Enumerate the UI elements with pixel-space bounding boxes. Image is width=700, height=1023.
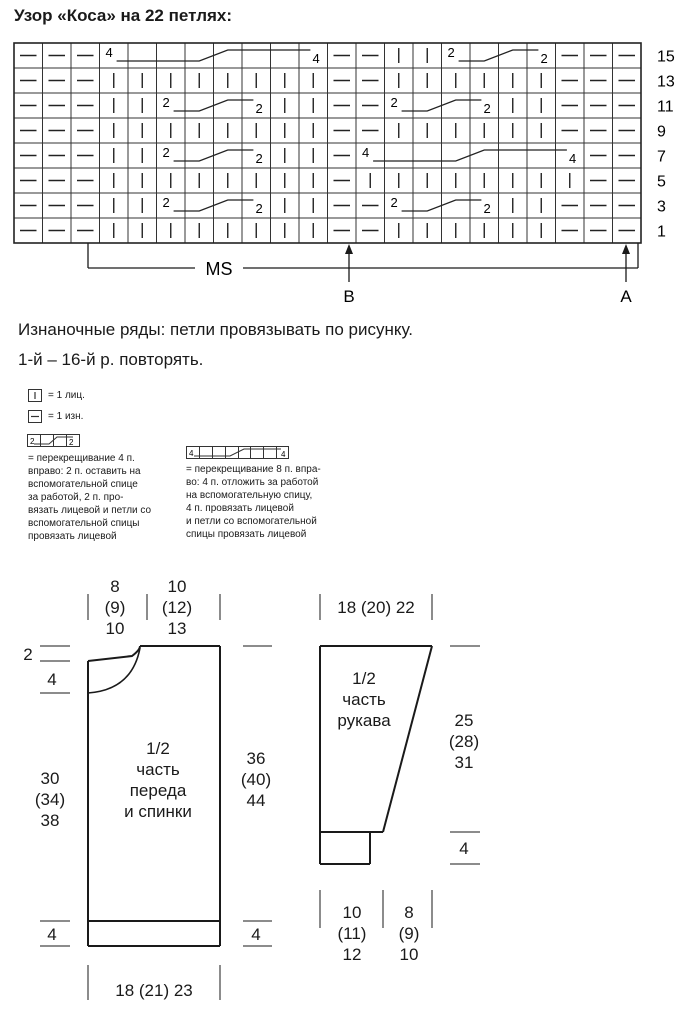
- cross-4-symbol-icon: [27, 434, 81, 448]
- knit-symbol-icon: [28, 389, 44, 403]
- legend-cross-8: = перекрещивание 8 п. впра- во: 4 п. отложить за работой на вспомогательную спицу, 4 п. провязать лицевой и петли со вспомогательной спицы провязать лицевой: [186, 464, 321, 540]
- chart-cell-cross: [527, 143, 556, 168]
- chart-row-label: 5: [657, 173, 666, 191]
- chart-cell-cross: [157, 43, 186, 68]
- body-left-height: 30 (34) 38: [34, 769, 66, 830]
- body-hem-left: 4: [47, 925, 57, 944]
- sleeve-top-width: 18 (20) 22: [337, 598, 415, 617]
- chart-cell-cross: [214, 143, 243, 168]
- body-neck-width: 8 (9) 10: [104, 577, 126, 638]
- cross-count-label: 2: [390, 95, 398, 110]
- chart-cell-cross: [442, 193, 471, 218]
- chart-cell-cross: [470, 43, 499, 68]
- chart-row-label: 7: [657, 148, 666, 166]
- chart-row-label: 15: [657, 48, 675, 66]
- chart-cell-cross: [214, 93, 243, 118]
- body-neck-depth: 4: [47, 670, 57, 689]
- body-bottom-width: 18 (21) 23: [115, 981, 193, 1000]
- legend-purl: = 1 изн.: [48, 411, 84, 422]
- chart-cell-cross: [214, 193, 243, 218]
- chart-cell-cross: [157, 193, 186, 218]
- chart-grid: [14, 43, 641, 243]
- chart-cell-cross: [356, 143, 385, 168]
- chart-cell-cross: [413, 93, 442, 118]
- sleeve-bottom-left: 10 (11) 12: [337, 903, 367, 964]
- chart-cell-cross: [499, 43, 528, 68]
- arrow-a: [622, 244, 630, 282]
- sleeve-bottom-right: 8 (9) 10: [398, 903, 420, 964]
- body-piece-label: 1/2 часть переда и спинки: [124, 739, 192, 821]
- ms-bracket: [88, 243, 638, 268]
- cross-count-label: 4: [362, 145, 370, 160]
- chart-cell-cross: [157, 93, 186, 118]
- instructions-line-2: 1-й – 16-й р. повторять.: [18, 350, 204, 369]
- cross-count-label: 2: [390, 195, 398, 210]
- cross-count-label: 2: [162, 145, 170, 160]
- body-shoulder-width: 10 (12) 13: [161, 577, 193, 638]
- chart-cell-cross: [185, 193, 214, 218]
- chart-cell-cross: [157, 143, 186, 168]
- svg-text:4: 4: [281, 450, 286, 459]
- cross-count-label: 2: [447, 45, 455, 60]
- cross-count-label: 2: [483, 201, 491, 216]
- body-right-height: 36 (40) 44: [240, 749, 272, 810]
- chart-cell-cross: [442, 43, 471, 68]
- chart-cell-cross: [470, 143, 499, 168]
- chart-cell-cross: [413, 143, 442, 168]
- svg-text:4: 4: [189, 449, 194, 458]
- marker-b: B: [343, 287, 355, 306]
- arrow-b: [345, 244, 353, 282]
- ms-label: MS: [205, 259, 233, 279]
- knitting-chart: [0, 0, 700, 320]
- chart-cell-cross: [214, 43, 243, 68]
- legend-knit: = 1 лиц.: [48, 390, 85, 401]
- cross-count-label: 2: [255, 151, 263, 166]
- chart-cell-cross: [499, 143, 528, 168]
- chart-row-label: 9: [657, 123, 666, 141]
- chart-cell-cross: [385, 143, 414, 168]
- chart-cell-cross: [442, 143, 471, 168]
- cross-count-label: 2: [255, 101, 263, 116]
- chart-cell-cross: [185, 143, 214, 168]
- cross-count-label: 2: [162, 95, 170, 110]
- body-hem-right: 4: [251, 925, 261, 944]
- cross-count-label: 4: [312, 51, 320, 66]
- sleeve-cuff: 4: [459, 839, 469, 858]
- chart-cell-cross: [385, 193, 414, 218]
- cross-count-label: 2: [483, 101, 491, 116]
- chart-row-label: 3: [657, 198, 666, 216]
- chart-cell-cross: [442, 93, 471, 118]
- cross-count-label: 2: [540, 51, 548, 66]
- purl-symbol-icon: [28, 410, 44, 424]
- body-neck-depth-top: 2: [23, 645, 33, 664]
- chart-row-label: 13: [657, 73, 675, 91]
- chart-cell-cross: [242, 43, 271, 68]
- marker-a: A: [620, 287, 632, 306]
- chart-cell-cross: [413, 193, 442, 218]
- cross-count-label: 4: [105, 45, 113, 60]
- chart-cell-cross: [385, 93, 414, 118]
- chart-row-label: 11: [657, 98, 674, 116]
- instructions-line-1: Изнаночные ряды: петли провязывать по рисунку.: [18, 320, 414, 339]
- pattern-title: Узор «Коса» на 22 петлях:: [14, 6, 233, 25]
- sleeve-height: 25 (28) 31: [448, 711, 480, 772]
- cross-8-symbol-icon: [186, 446, 290, 460]
- chart-row-label: 1: [657, 223, 666, 241]
- chart-cell-cross: [271, 43, 300, 68]
- chart-cell-cross: [100, 43, 129, 68]
- svg-text:2: 2: [30, 437, 35, 446]
- chart-cell-cross: [128, 43, 157, 68]
- legend-cross-4: = перекрещивание 4 п. вправо: 2 п. оставить на вспомогательной спице за работой, 2 п. про- вязать лицевой и петли со вспомогательной спицы провязать лицевой: [28, 453, 152, 542]
- sleeve-piece-label: 1/2 часть рукава: [337, 669, 391, 730]
- chart-cell-cross: [185, 43, 214, 68]
- chart-cell-cross: [185, 93, 214, 118]
- chart-row-labels: [657, 49, 675, 241]
- cross-count-label: 4: [569, 151, 577, 166]
- cross-count-label: 2: [255, 201, 263, 216]
- cross-count-label: 2: [162, 195, 170, 210]
- svg-text:2: 2: [69, 438, 74, 447]
